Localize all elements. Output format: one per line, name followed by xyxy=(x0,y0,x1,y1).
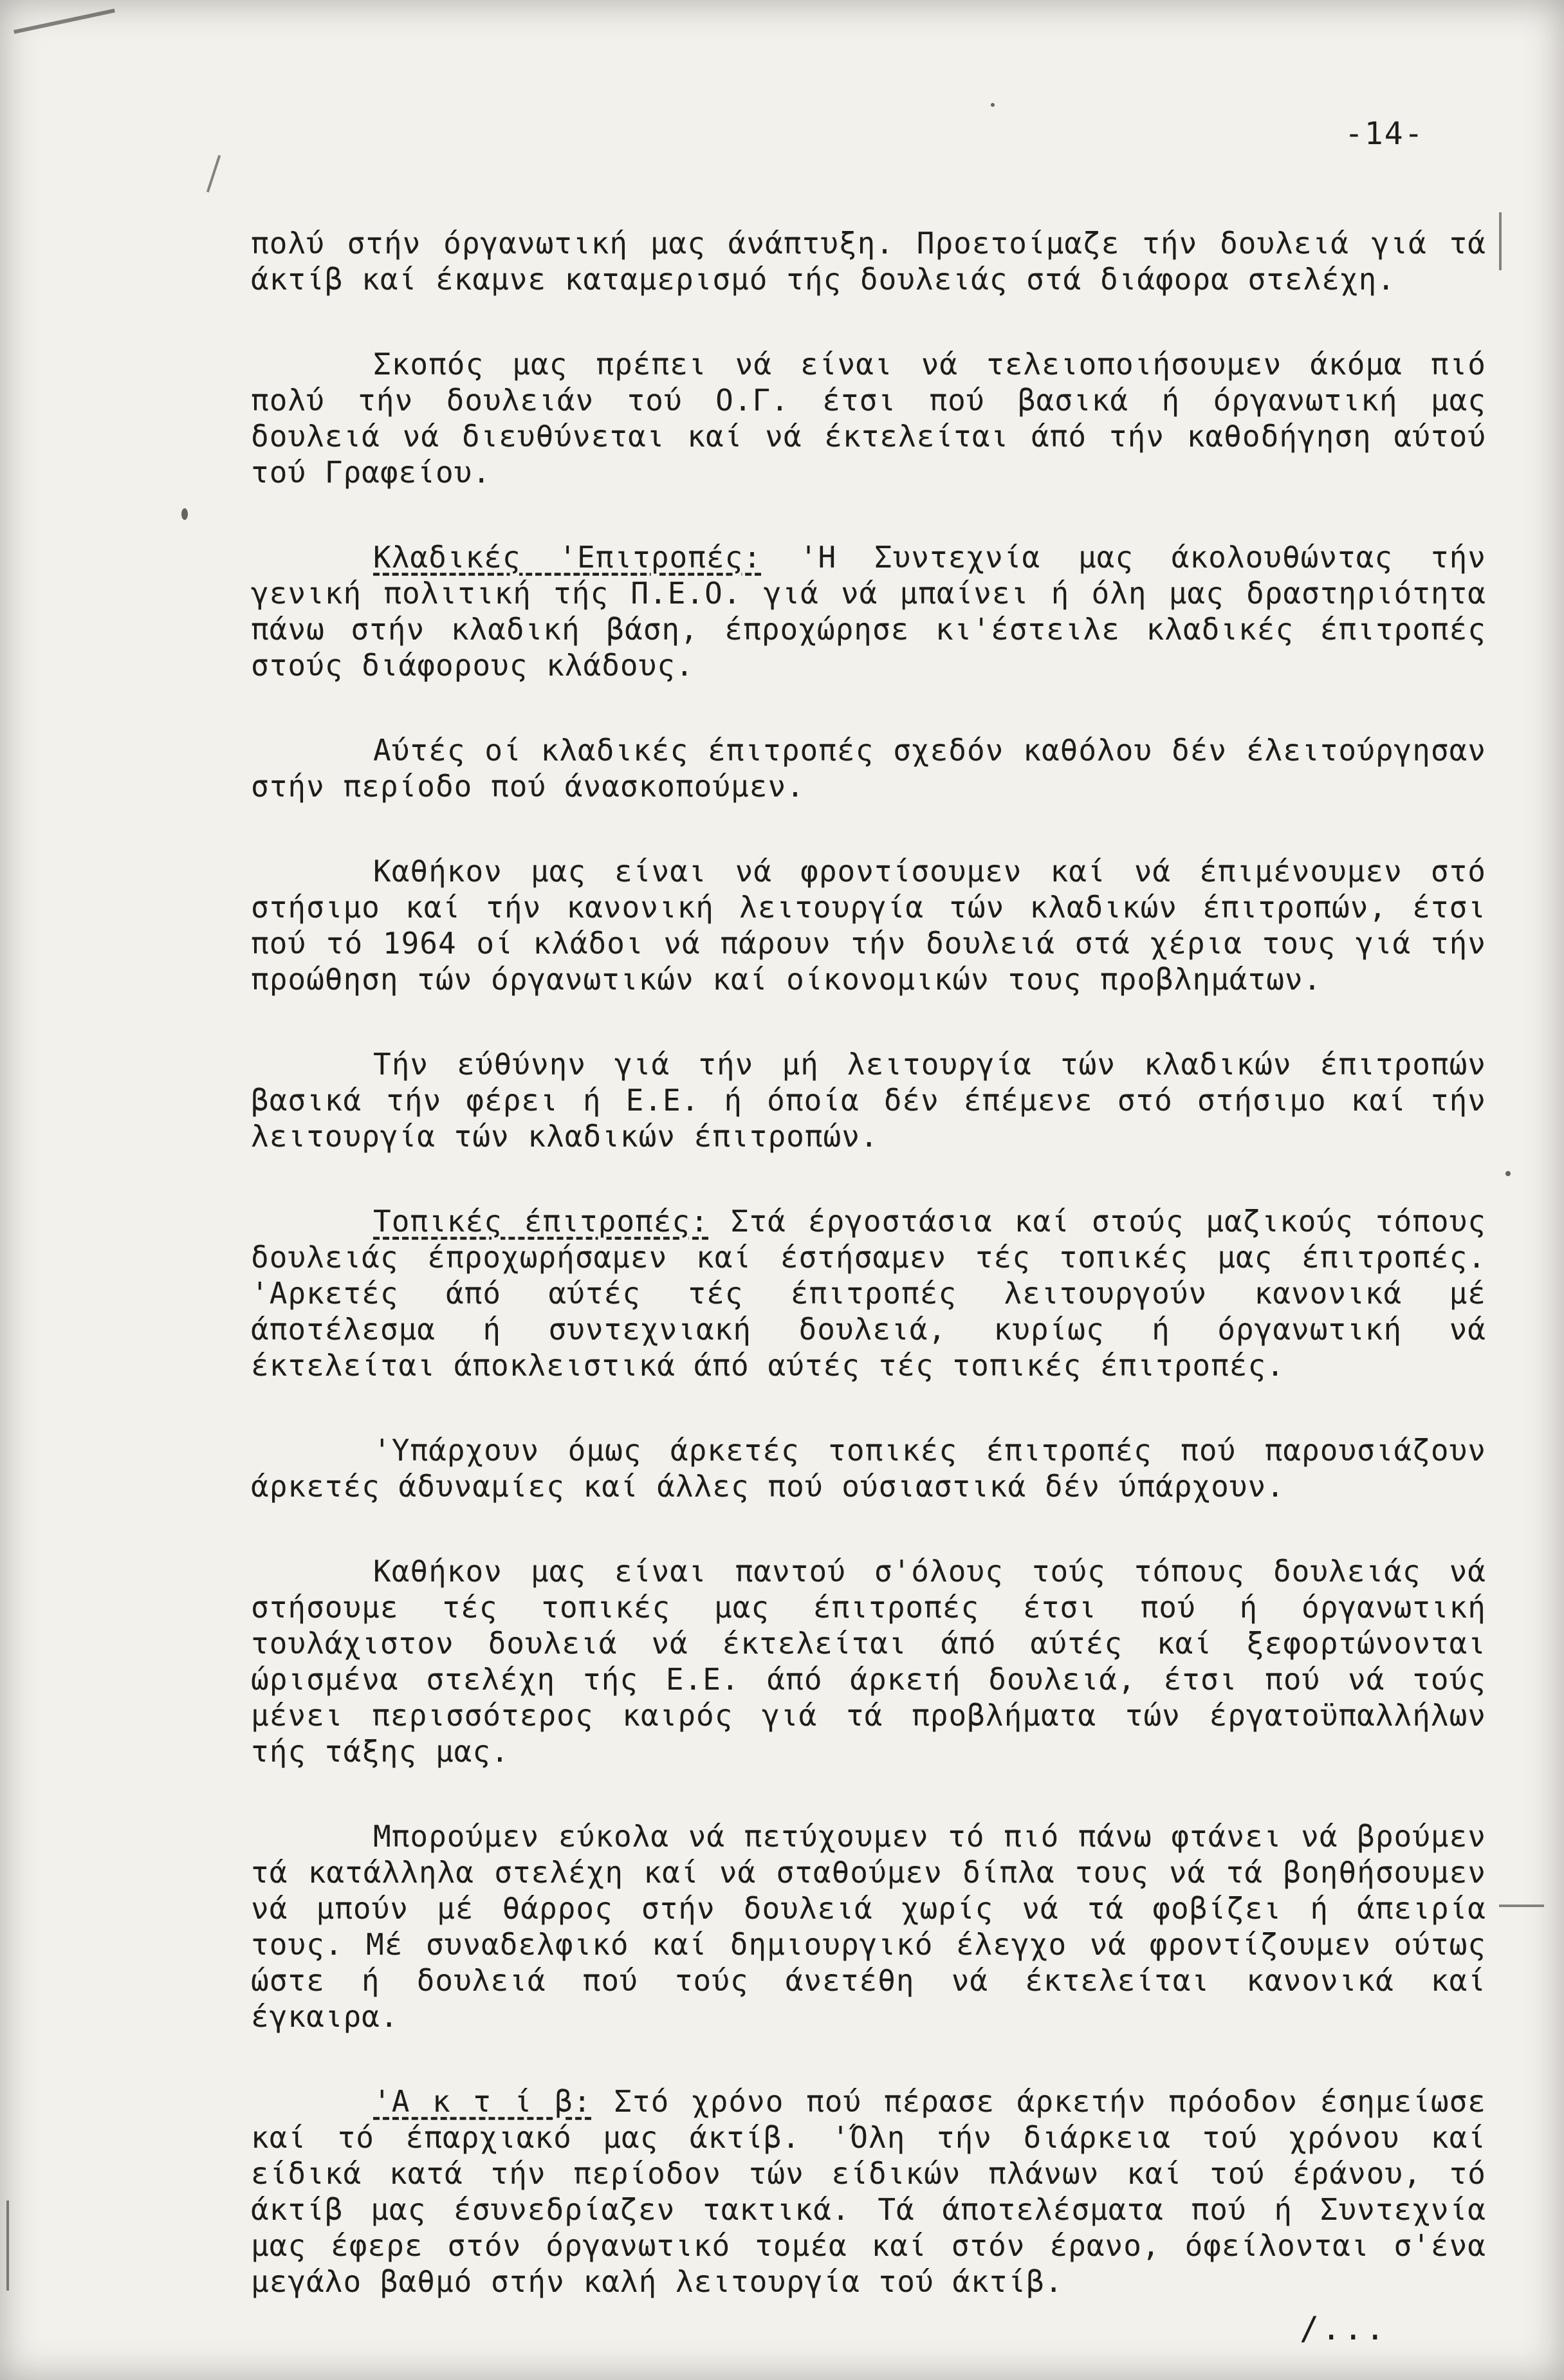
paragraph-9 xyxy=(251,1553,1486,1769)
body-text xyxy=(251,225,1486,2348)
paragraph-text: Καθήκον μας είναι παντού σ'όλους τούς τόπους δουλειάς νά στήσουμε τές τοπικές μας έπιτροπές έτσι πού ή όργανωτική τουλάχιστον δουλειά νά έκτελείται άπό αύτές καί ξεφορτώνονται ώρισμένα στελέχη τής Ε.Ε. άπό άρκετή δουλειά, έτσι πού νά τούς μένει περισσότερος καιρός γιά τά προβλήματα τών έργατοϋπαλλήλων τής τάξης μας. xyxy=(251,1554,1486,1769)
paragraph-text: Στό χρόνο πού πέρασε άρκετήν πρόοδον έσημείωσε καί τό έπαρχιακό μας άκτίβ. 'Όλη τήν διάρκεια τού χρόνου καί είδικά κατά τήν περίοδον τών είδικών πλάνων καί τού έράνου, τό άκτίβ μας έσυνεδρίαζεν τακτικά. Τά άποτελέσματα πού ή Συντεχνία μας έφερε στόν όργανωτικό τομέα καί στόν έρανο, όφείλονται σ'ένα μεγάλο βαθμό στήν καλή λειτουργία τού άκτίβ. xyxy=(251,2084,1486,2299)
paragraph-text: 'Υπάρχουν όμως άρκετές τοπικές έπιτροπές πού παρουσιάζουν άρκετές άδυναμίες καί άλλες πού ούσιαστικά δέν ύπάρχουν. xyxy=(251,1433,1486,1504)
page-number: -14- xyxy=(1345,116,1424,152)
paragraph-text: Στά έργοστάσια καί στούς μαζικούς τόπους δουλειάς έπροχωρήσαμεν καί έστήσαμεν τές τοπικές μας έπιτροπές. 'Αρκετές άπό αύτές τές έπιτροπές λειτουργούν κανονικά μέ άποτέλεσμα ή συντεχνιακή δουλειά, κυρίως ή όργανωτική νά έκτελείται άποκλειστικά άπό αύτές τές τοπικές έπιτροπές. xyxy=(251,1204,1486,1383)
section-heading-topikes: Τοπικές έπιτροπές: xyxy=(373,1204,709,1239)
paragraph-text: Καθήκον μας είναι νά φροντίσουμεν καί νά έπιμένουμεν στό στήσιμο καί τήν κανονική λειτουργία τών κλαδικών έπιτροπών, έτσι πού τό 1964 οί κλάδοι νά πάρουν τήν δουλειά στά χέρια τους γιά τήν προώθηση τών όργανωτικών καί οίκονομικών τους προβλημάτων. xyxy=(251,854,1486,997)
paragraph-6 xyxy=(251,1046,1486,1154)
continuation-mark: /... xyxy=(1300,2310,1388,2347)
paragraph-4 xyxy=(251,732,1486,804)
scan-mark xyxy=(6,2200,9,2291)
paragraph-text: Τήν εύθύνην γιά τήν μή λειτουργία τών κλαδικών έπιτροπών βασικά τήν φέρει ή Ε.Ε. ή όποία δέν έπέμενε στό στήσιμο καί τήν λειτουργία τών κλαδικών έπιτροπών. xyxy=(251,1047,1486,1154)
scan-speck xyxy=(1505,1171,1511,1176)
paragraph-text: 'Η Συντεχνία μας άκολουθώντας τήν γενική πολιτική τής Π.Ε.Ο. γιά νά μπαίνει ή όλη μας δραστηριότητα πάνω στήν κλαδική βάση, έπροχώρησε κι'έστειλε κλαδικές έπιτροπές στούς διάφορους κλάδους. xyxy=(251,540,1486,683)
paragraph-10 xyxy=(251,1818,1486,2034)
section-heading-kladikes: Κλαδικές 'Επιτροπές: xyxy=(373,540,762,575)
paragraph-kladikes xyxy=(251,539,1486,683)
scan-mark xyxy=(1499,212,1502,270)
paragraph-5 xyxy=(251,853,1486,997)
paragraph-text: πολύ στήν όργανωτική μας άνάπτυξη. Προετοίμαζε τήν δουλειά γιά τά άκτίβ καί έκαμνε καταμερισμό τής δουλειάς στά διάφορα στελέχη. xyxy=(251,226,1486,297)
paragraph-1 xyxy=(251,225,1486,297)
paragraph-text: Αύτές οί κλαδικές έπιτροπές σχεδόν καθόλου δέν έλειτούργησαν στήν περίοδο πού άνασκοπούμεν. xyxy=(251,733,1486,804)
paragraph-text: Μπορούμεν εύκολα νά πετύχουμεν τό πιό πάνω φτάνει νά βρούμεν τά κατάλληλα στελέχη καί νά σταθούμεν δίπλα τους νά τά βοηθήσουμεν νά μπούν μέ θάρρος στήν δουλειά χωρίς νά τά φοβίζει ή άπειρία τους. Μέ συναδελφικό καί δημιουργικό έλεγχο νά φροντίζουμεν ούτως ώστε ή δουλειά πού τούς άνετέθη νά έκτελείται κανονικά καί έγκαιρα. xyxy=(251,1819,1486,2034)
paragraph-2 xyxy=(251,346,1486,490)
scan-mark xyxy=(14,8,115,33)
scan-speck xyxy=(181,508,188,520)
paragraph-topikes xyxy=(251,1203,1486,1383)
paragraph-aktiv xyxy=(251,2083,1486,2300)
scan-mark xyxy=(207,155,221,192)
scan-speck xyxy=(991,103,995,107)
scan-mark xyxy=(1499,1905,1544,1907)
paragraph-text: Σκοπός μας πρέπει νά είναι νά τελειοποιήσουμεν άκόμα πιό πολύ τήν δουλειάν τού Ο.Γ. έτσι πού βασικά ή όργανωτική μας δουλειά νά διευθύνεται καί νά έκτελείται άπό τήν καθοδήγηση αύτού τού Γραφείου. xyxy=(251,347,1486,490)
paragraph-8 xyxy=(251,1432,1486,1504)
section-heading-aktiv: 'Α κ τ ί β: xyxy=(373,2084,592,2119)
